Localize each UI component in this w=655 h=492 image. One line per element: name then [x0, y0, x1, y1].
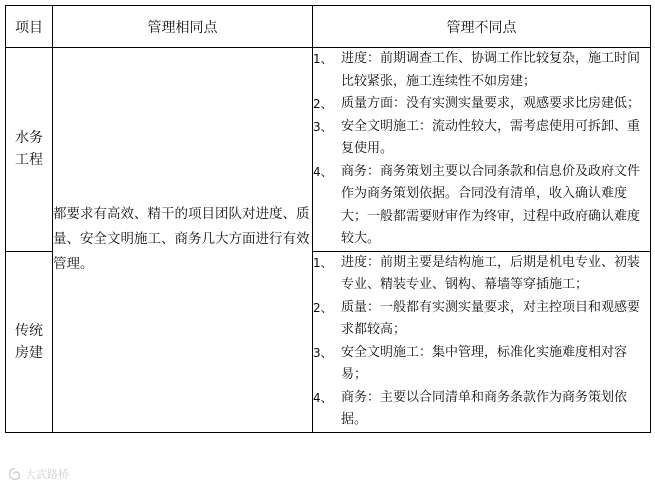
diff-item	[313, 116, 650, 161]
same-points-cell: 都要求有高效、精干的项目团队对进度、质量、安全文明施工、商务几大方面进行有效管理。	[53, 48, 313, 433]
diff-item	[313, 252, 650, 297]
comparison-table	[5, 5, 651, 433]
header-row	[6, 6, 651, 48]
item-text: 安全文明施工：集中管理，标准化实施难度相对容易；	[341, 344, 628, 382]
swirl-logo-icon	[8, 467, 22, 481]
item-text: 进度：前期调查工作、协调工作比较复杂，施工时间比较紧张，施工连续性不如房建；	[341, 51, 641, 89]
project-label-line1: 水务	[15, 130, 43, 147]
watermark	[8, 466, 69, 482]
header-same: 管理相同点	[53, 6, 313, 48]
header-diff: 管理不同点	[313, 6, 651, 48]
item-number: 4、	[313, 390, 333, 405]
item-text: 进度：前期主要是结构施工，后期是机电专业、初装专业、精装专业、钢构、幕墙等穿插施工；	[341, 254, 641, 292]
item-number: 3、	[313, 119, 333, 134]
diff-item	[313, 387, 650, 432]
item-text: 质量方面：没有实测实量要求，观感要求比房建低；	[341, 96, 641, 111]
project-label-line2: 房建	[15, 344, 43, 361]
diff-item	[313, 342, 650, 387]
project-cell-building	[6, 251, 53, 432]
diff-list-water	[313, 48, 650, 251]
diff-list-building	[313, 252, 650, 432]
item-number: 2、	[313, 97, 333, 111]
item-number: 2、	[313, 300, 333, 315]
item-text: 质量：一般都有实测实量要求，对主控项目和观感要求都较高；	[341, 299, 641, 337]
item-number: 1、	[313, 255, 333, 270]
header-project: 项目	[6, 6, 53, 48]
item-number: 3、	[313, 345, 333, 360]
item-number: 4、	[313, 164, 333, 179]
project-label-line2: 工程	[15, 152, 43, 169]
diff-item	[313, 161, 650, 251]
item-text: 商务：主要以合同清单和商务条款作为商务策划依据。	[341, 389, 628, 427]
project-cell-water	[6, 48, 53, 252]
watermark-text: 大武路桥	[25, 468, 69, 481]
diff-item	[313, 48, 650, 93]
item-text: 安全文明施工：流动性较大，需考虑使用可拆卸、重复使用。	[341, 118, 641, 156]
diff-item	[313, 297, 650, 342]
row-water-works	[6, 48, 651, 252]
diff-points-cell-water	[313, 48, 651, 252]
diff-item	[313, 93, 650, 116]
diff-points-cell-building	[313, 251, 651, 432]
item-text: 商务：商务策划主要以合同条款和信息价及政府文件作为商务策划依据。合同没有清单，收入确认难度大；一般都需要财审作为终审，过程中政府确认难度较大。	[341, 163, 641, 246]
item-number: 1、	[313, 52, 333, 66]
project-label-line1: 传统	[15, 322, 43, 339]
